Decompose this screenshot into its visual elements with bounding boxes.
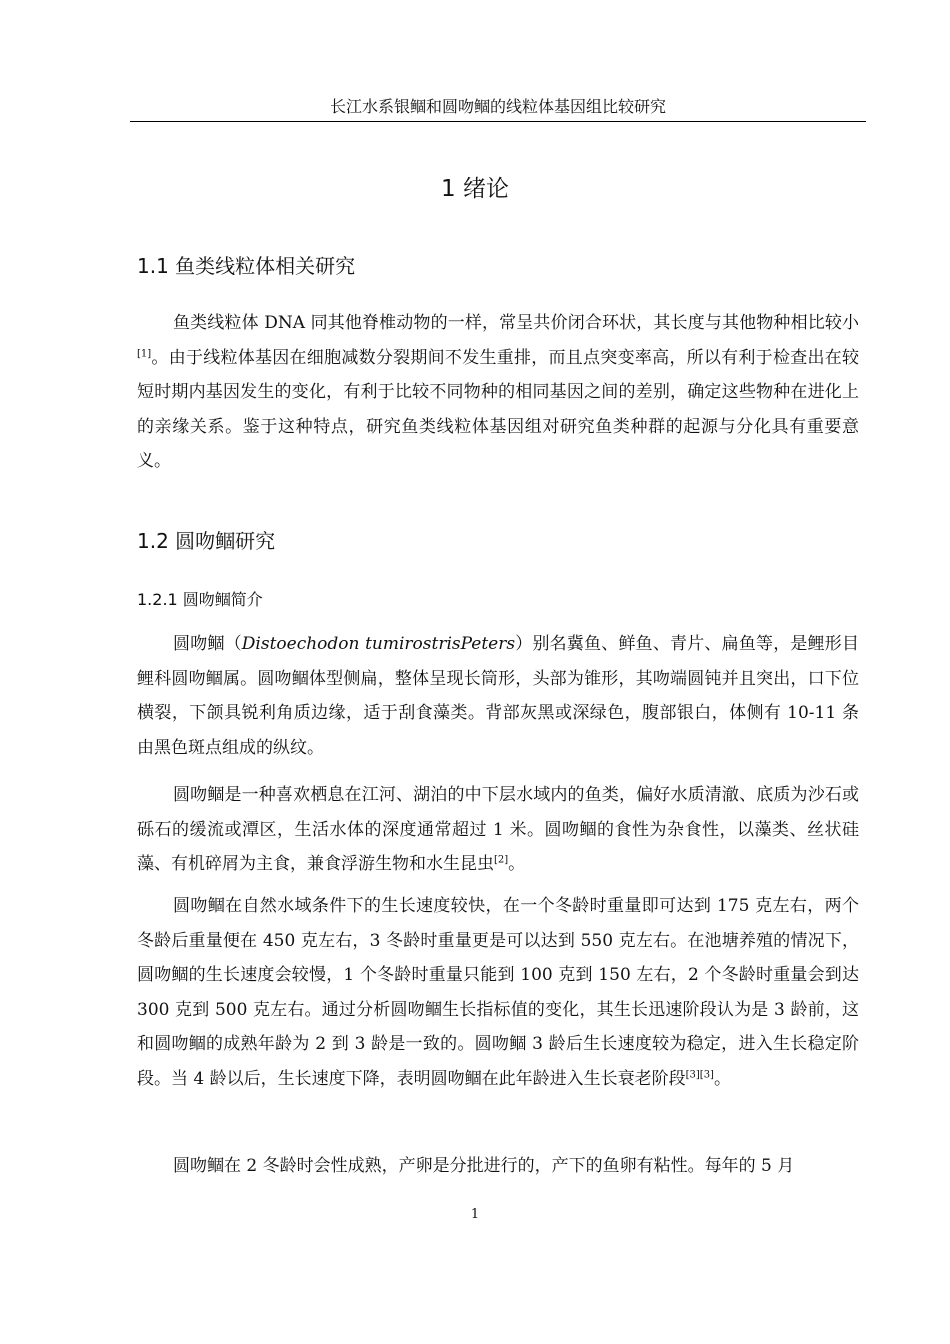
page-number: 1 xyxy=(470,1207,480,1222)
citation-3[interactable]: [3][3] xyxy=(685,1068,714,1080)
latin-name: Distoechodon tumirostrisPeters xyxy=(241,634,516,654)
section-heading-1-2: 1.2 圆吻鲴研究 xyxy=(137,529,276,553)
citation-2[interactable]: [2] xyxy=(494,854,509,866)
chapter-title: 1 绪论 xyxy=(441,176,509,202)
paragraph-habitat: 圆吻鲴是一种喜欢栖息在江河、湖泊的中下层水域内的鱼类，偏好水质清澈、底质为沙石或砾石的缓流或潭区，生活水体的深度通常超过 1 米。圆吻鲴的食性为杂食性，以藻类、丝状硅藻、有机碎屑为主食，兼食浮游生物和水生昆虫[2]。 xyxy=(137,785,859,874)
paragraph-fish-mitochondria: 鱼类线粒体 DNA 同其他脊椎动物的一样，常呈共价闭合环状，其长度与其他物种相比较小[1]。由于线粒体基因在细胞减数分裂期间不发生重排，而且点突变率高，所以有利于检查出在较短时期内基因发生的变化，有利于比较不同物种的相同基因之间的差别，确定这些物种在进化上的亲缘关系。鉴于这种特点，研究鱼类线粒体基因组对研究鱼类种群的起源与分化具有重要意义。 xyxy=(137,313,859,471)
paragraph-growth: 圆吻鲴在自然水域条件下的生长速度较快，在一个冬龄时重量即可达到 175 克左右，两个冬龄后重量便在 450 克左右，3 冬龄时重量更是可以达到 550 克左右。在池塘养殖的情况下，圆吻鲴的生长速度会较慢，1 个冬龄时重量只能到 100 克到 150 左右，2 个冬龄时重量会到达 300 克到 500 克左右。通过分析圆吻鲴生长指标值的变化，其生长迅速阶段认为是 3 龄前，这和圆吻鲴的成熟年龄为 2 到 3 龄是一致的。圆吻鲴 3 龄后生长速度较为稳定，进入生长稳定阶段。当 4 龄以后，生长速度下降，表明圆吻鲴在此年龄进入生长衰老阶段[3][3]。 xyxy=(137,896,859,1089)
paragraph-species-intro: 圆吻鲴（Distoechodon tumirostrisPeters）别名冀鱼、鲜鱼、青片、扁鱼等，是鲤形目鲤科圆吻鲴属。圆吻鲴体型侧扁，整体呈现长筒形，头部为锥形，其吻端圆钝并且突出，口下位横裂，下颌具锐利角质边缘，适于刮食藻类。背部灰黑或深绿色，腹部银白，体侧有 10-11 条由黑色斑点组成的纵纹。 xyxy=(137,634,859,758)
paragraph-reproduction: 圆吻鲴在 2 冬龄时会性成熟，产卵是分批进行的，产下的鱼卵有粘性。每年的 5 月 xyxy=(173,1156,795,1176)
running-header: 长江水系银鲴和圆吻鲴的线粒体基因组比较研究 xyxy=(130,96,866,122)
citation-1[interactable]: [1] xyxy=(137,347,152,359)
section-heading-1-1: 1.1 鱼类线粒体相关研究 xyxy=(137,254,356,278)
subsection-heading-1-2-1: 1.2.1 圆吻鲴简介 xyxy=(137,590,263,609)
